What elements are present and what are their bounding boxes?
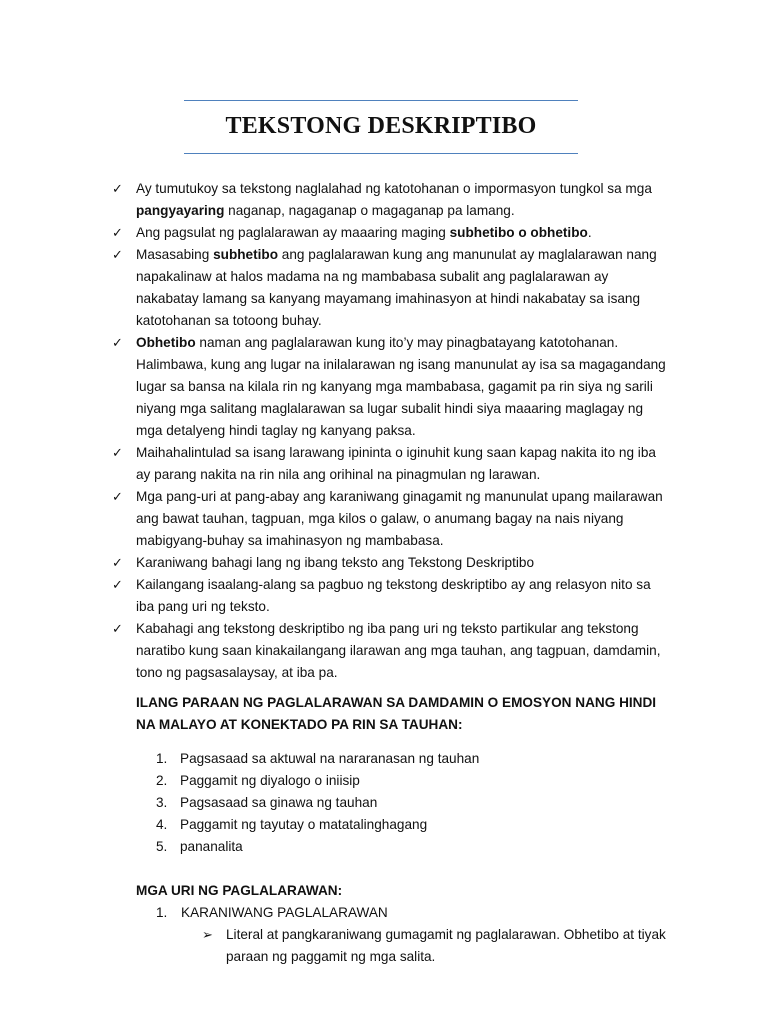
check-icon: ✓ — [112, 335, 123, 350]
page-title: TEKSTONG DESKRIPTIBO — [225, 113, 537, 139]
checklist-item — [110, 618, 670, 684]
list-item — [136, 814, 656, 836]
checklist-item — [110, 332, 670, 442]
list-item — [136, 770, 656, 792]
bullet-text: . — [587, 225, 592, 240]
ways-list — [136, 748, 656, 858]
check-icon: ✓ — [112, 445, 123, 460]
type-description-text: Literal at pangkaraniwang gumagamit ng paglalarawan. Obhetibo at tiyak paraan ng paggamit ng mga salita. — [226, 927, 666, 964]
bullet-text: Ang pagsulat ng paglalarawan ay maaaring maging — [136, 225, 450, 240]
list-number: 2. — [156, 773, 168, 788]
checklist-item — [110, 552, 670, 574]
list-number: 1. — [156, 751, 168, 766]
bullet-text: naganap, nagaganap o magaganap pa lamang. — [224, 203, 515, 218]
check-icon: ✓ — [112, 181, 123, 196]
bullet-text: Masasabing — [136, 247, 214, 262]
check-icon: ✓ — [112, 489, 123, 504]
types-list-item — [156, 902, 388, 924]
checklist-item — [110, 222, 670, 244]
title-block — [184, 100, 578, 154]
checklist-item — [110, 442, 670, 486]
bullet-text: naman ang paglalarawan kung ito’y may pinagbatayang katotohanan. Halimbawa, kung ang lugar na inilalarawan ng isang manunulat ay isa sa magagandang lugar sa bansa na kilala rin ng kanyang mga mambabasa, gagamit pa rin siya ng sarili niyang mga salitang maglalarawan sa lugar subalit hindi siya maaaring maglagay ng mga detalyeng hindi taglay ng kanyang paksa. — [136, 335, 666, 438]
arrow-bullet-icon: ➢ — [202, 927, 213, 942]
types-heading: MGA URI NG PAGLALARAWAN: — [136, 883, 343, 898]
list-number: 5. — [156, 839, 168, 854]
list-number: 3. — [156, 795, 168, 810]
bullet-text: Karaniwang bahagi lang ng ibang teksto ang Tekstong Deskriptibo — [136, 555, 535, 570]
bullet-text: Kabahagi ang tekstong deskriptibo ng iba pang uri ng teksto partikular ang tekstong naratibo kung saan kinakailangang ilarawan ang mga tauhan, ang tagpuan, damdamin, tono ng pagsasalaysay, at iba pa. — [136, 621, 661, 680]
list-number: 4. — [156, 817, 168, 832]
list-item — [136, 836, 656, 858]
check-icon: ✓ — [112, 247, 123, 262]
bold-term: subhetibo — [213, 247, 279, 262]
list-item-text: Paggamit ng diyalogo o iniisip — [180, 773, 360, 788]
list-item-text: Pagsasaad sa ginawa ng tauhan — [180, 795, 378, 810]
checklist — [110, 178, 670, 684]
bold-term: Obhetibo — [136, 335, 196, 350]
list-item-text: pananalita — [180, 839, 243, 854]
checklist-item — [110, 244, 670, 332]
checklist-item — [110, 178, 670, 222]
type-label: KARANIWANG PAGLALARAWAN — [181, 905, 388, 920]
list-item — [136, 792, 656, 814]
check-icon: ✓ — [112, 555, 123, 570]
bullet-text: Ay tumutukoy sa tekstong naglalahad ng katotohanan o impormasyon tungkol sa mga — [136, 181, 652, 196]
list-item — [136, 748, 656, 770]
list-item-text: Pagsasaad sa aktuwal na nararanasan ng tauhan — [180, 751, 480, 766]
ways-heading: ILANG PARAAN NG PAGLALARAWAN SA DAMDAMIN O EMOSYON NANG HINDI NA MALAYO AT KONEKTADO PA RIN SA TAUHAN: — [136, 695, 657, 732]
checklist-item — [110, 486, 670, 552]
check-icon: ✓ — [112, 225, 123, 240]
bold-term: pangyayaring — [136, 203, 225, 218]
bullet-text: Maihahalintulad sa isang larawang ipininta o iginuhit kung saan kapag nakita ito ng iba ay parang nakita na rin nila ang orihinal na pinagmulan ng larawan. — [136, 445, 656, 482]
bullet-text: Kailangang isaalang-alang sa pagbuo ng tekstong deskriptibo ay ang relasyon nito sa iba pang uri ng teksto. — [136, 577, 651, 614]
list-item-text: Paggamit ng tayutay o matatalinghagang — [180, 817, 428, 832]
bullet-text: Mga pang-uri at pang-abay ang karaniwang ginagamit ng manunulat upang mailarawan ang bawat tauhan, tagpuan, mga kilos o galaw, o anumang bagay na nais niyang mabigyang-buhay sa imahinasyon ng mambabasa. — [136, 489, 663, 548]
type-description — [202, 924, 706, 968]
checklist-item — [110, 574, 670, 618]
check-icon: ✓ — [112, 577, 123, 592]
bold-term: subhetibo o obhetibo — [449, 225, 588, 240]
bullet-text: ang paglalarawan kung ang manunulat ay maglalarawan nang napakalinaw at halos madama na ng mambabasa subalit ang paglalarawan ay nakabatay lamang sa kanyang mayamang imahinasyon at hindi nakabatay sa isang katotohanan sa totoong buhay. — [136, 247, 657, 328]
list-number: 1. — [156, 905, 168, 920]
check-icon: ✓ — [112, 621, 123, 636]
